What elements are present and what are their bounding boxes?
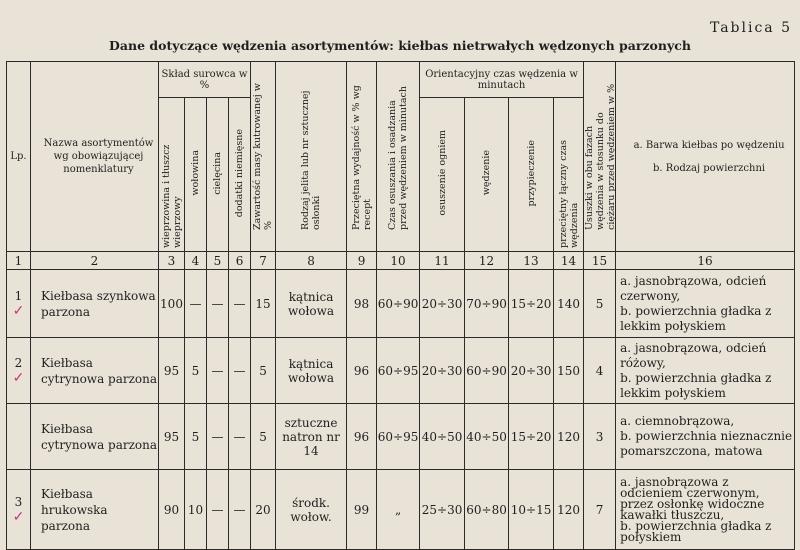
col-number: 1 [7, 252, 31, 270]
cell-c5: — [207, 338, 229, 404]
table-number-label: Tablica 5 [709, 20, 792, 36]
cell-c6: — [229, 404, 251, 470]
row-lp [7, 404, 31, 470]
cell-c7: 15 [251, 270, 276, 338]
header-c13: przypieczenie [525, 139, 537, 207]
cell-c15: 3 [584, 404, 616, 470]
check-mark-icon: ✓ [12, 302, 25, 319]
cell-c16 [616, 404, 795, 470]
row-lp: 1 ✓ [7, 270, 31, 338]
col-number: 5 [207, 252, 229, 270]
cell-c14: 120 [554, 404, 584, 470]
cell-c9: 99 [347, 470, 377, 550]
header-c9: Przeciętna wydajność w % wg recept [350, 85, 373, 230]
table-row [7, 470, 795, 550]
header-c11: osuszenie ogniem [436, 130, 448, 216]
col-number: 2 [31, 252, 159, 270]
header-c6: dodatki niemięsne [234, 128, 246, 218]
cell-c5: — [207, 470, 229, 550]
cell-c6: — [229, 470, 251, 550]
header-c7: Zawartość masy kutrowanej w % [252, 83, 275, 230]
col-number: 11 [420, 252, 465, 270]
cell-c9: 96 [347, 338, 377, 404]
row-lp: 3 ✓ [7, 470, 31, 550]
cell-c15: 7 [584, 470, 616, 550]
header-c8: Rodzaj jelita lub nr sztucznej osłonki [300, 90, 323, 230]
cell-c4: 5 [185, 404, 207, 470]
col-number: 10 [377, 252, 420, 270]
cell-c14: 150 [554, 338, 584, 404]
cell-c3: 95 [159, 338, 185, 404]
cell-c4: 5 [185, 338, 207, 404]
cell-c13: 20÷30 [509, 338, 554, 404]
cell-c10: 60÷90 [377, 270, 420, 338]
cell-c5: — [207, 404, 229, 470]
header-c16b: b. Rodzaj powierzchni [653, 162, 766, 174]
header-czas: Orientacyjny czas wędzenia w minutach [420, 62, 584, 98]
header-c3: wieprzowina i tłuszcz wieprzowy [160, 144, 183, 248]
cell-c7: 20 [251, 470, 276, 550]
color-desc: a. jasnobrązowa, odcień różowy, [620, 340, 767, 370]
cell-c13: 15÷20 [509, 270, 554, 338]
col-number: 7 [251, 252, 276, 270]
cell-c11: 20÷30 [420, 270, 465, 338]
header-lp: Lp. [7, 62, 31, 252]
cell-c10: „ [377, 470, 420, 550]
cell-c8: sztuczne natron nr 14 [276, 404, 347, 470]
col-number: 6 [229, 252, 251, 270]
cell-c12: 60÷80 [465, 470, 509, 550]
header-c5: cielęcina [212, 151, 223, 195]
cell-c12: 60÷90 [465, 338, 509, 404]
row-name: Kiełbasa cytrynowa parzona [31, 404, 159, 470]
header-c10: Czas osuszania i osadzania przed wędzeniem w minutach [387, 86, 410, 230]
cell-c14: 120 [554, 470, 584, 550]
col-number: 4 [185, 252, 207, 270]
cell-c11: 20÷30 [420, 338, 465, 404]
cell-c11: 25÷30 [420, 470, 465, 550]
cell-c15: 4 [584, 338, 616, 404]
col-number: 15 [584, 252, 616, 270]
col-number: 14 [554, 252, 584, 270]
header-c4: wołowina [190, 150, 201, 196]
cell-c6: — [229, 270, 251, 338]
table-title: Dane dotyczące wędzenia asortymentów: kiełbas nietrwałych wędzonych parzonych [109, 38, 691, 53]
row-name: Kiełbasa hrukowska parzona [31, 470, 159, 550]
header-name-col: Nazwa asortymentów wg obowiązującej nomenklatury [31, 62, 159, 252]
cell-c3: 90 [159, 470, 185, 550]
smoking-data-table [6, 61, 795, 550]
cell-c14: 140 [554, 270, 584, 338]
cell-c16 [616, 338, 795, 404]
cell-c12: 40÷50 [465, 404, 509, 470]
cell-c4: — [185, 270, 207, 338]
color-desc: a. jasnobrązowa, odcień czerwony, [620, 273, 767, 303]
surface-desc: b. powierzchnia gładka z lekkim połyskiem [620, 370, 772, 400]
col-number: 3 [159, 252, 185, 270]
row-name: Kiełbasa szynkowa parzona [31, 270, 159, 338]
table-row [7, 270, 795, 338]
surface-desc: b. powierzchnia gładka z lekkim połyskiem [620, 303, 772, 333]
header-c15: Ususzki w obu fazach wędzenia w stosunku do ciężaru przed wędzeniem w % [584, 83, 618, 230]
surface-desc: b. powierzchnia nieznacznie pomarszczona, matowa [620, 429, 793, 458]
cell-c7: 5 [251, 404, 276, 470]
check-mark-icon: ✓ [12, 508, 25, 525]
cell-c9: 98 [347, 270, 377, 338]
cell-c5: — [207, 270, 229, 338]
check-mark-icon: ✓ [12, 369, 25, 386]
cell-c16 [616, 270, 795, 338]
cell-c13: 15÷20 [509, 404, 554, 470]
cell-c10: 60÷95 [377, 404, 420, 470]
cell-c3: 95 [159, 404, 185, 470]
color-desc: a. ciemnobrązowa, [620, 414, 735, 428]
row-lp: 2 ✓ [7, 338, 31, 404]
cell-c8: środk. wołow. [276, 470, 347, 550]
header-c14: przeciętny łączny czas wędzenia [557, 140, 580, 248]
col-number: 8 [276, 252, 347, 270]
cell-c9: 96 [347, 404, 377, 470]
col-number: 9 [347, 252, 377, 270]
header-c12: wędzenie [481, 150, 493, 196]
cell-c12: 70÷90 [465, 270, 509, 338]
cell-c13: 10÷15 [509, 470, 554, 550]
header-c16a: a. Barwa kiełbas po wędzeniu [633, 139, 785, 151]
cell-c3: 100 [159, 270, 185, 338]
col-number: 12 [465, 252, 509, 270]
cell-c15: 5 [584, 270, 616, 338]
header-sklad: Skład surowca w % [159, 62, 251, 98]
cell-c8: kątnica wołowa [276, 338, 347, 404]
color-desc: a. jasnobrązowa z odcieniem czerwonym, przez osłonkę widoczne kawałki tłuszczu, [620, 474, 765, 522]
cell-c11: 40÷50 [420, 404, 465, 470]
col-number: 16 [616, 252, 795, 270]
cell-c16 [616, 470, 795, 550]
table-row [7, 404, 795, 470]
cell-c7: 5 [251, 338, 276, 404]
table-row [7, 338, 795, 404]
cell-c6: — [229, 338, 251, 404]
surface-desc: b. powierzchnia gładka z połyskiem [620, 518, 772, 544]
cell-c4: 10 [185, 470, 207, 550]
cell-c10: 60÷95 [377, 338, 420, 404]
row-name: Kiełbasa cytrynowa parzona [31, 338, 159, 404]
col-number: 13 [509, 252, 554, 270]
cell-c8: kątnica wołowa [276, 270, 347, 338]
column-number-row [7, 252, 795, 270]
